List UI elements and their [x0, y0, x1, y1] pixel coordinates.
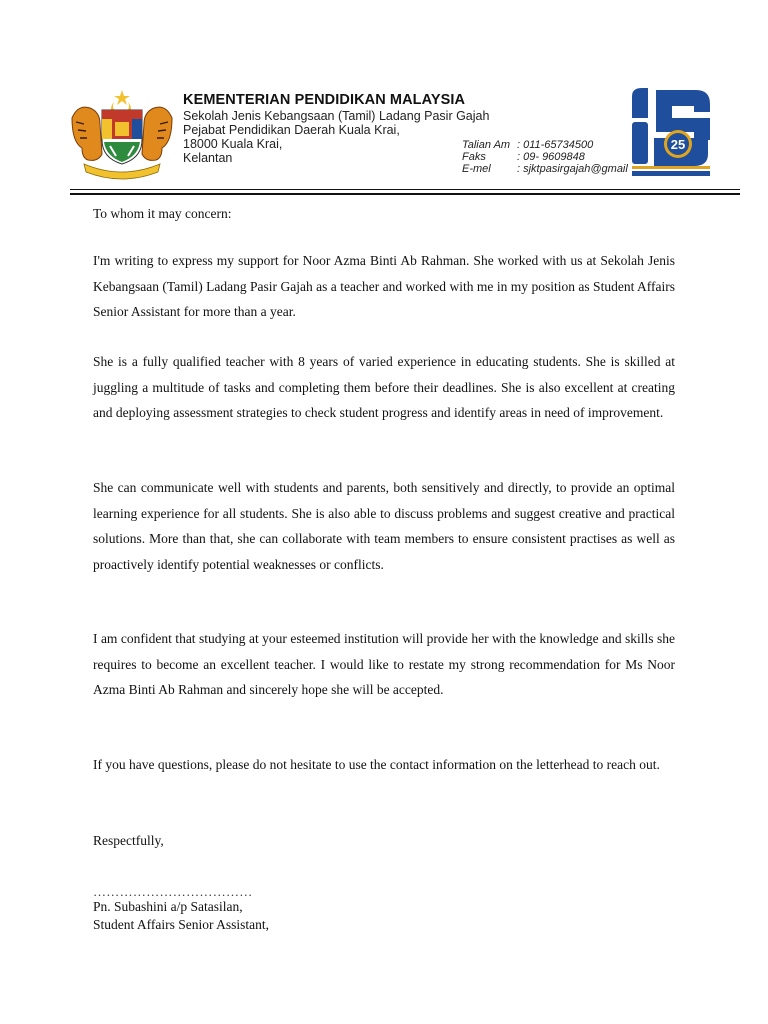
coat-of-arms-logo — [66, 88, 178, 180]
address-line-state: Kelantan — [183, 151, 233, 165]
contact-fax-value: : 09- 9609848 — [517, 151, 585, 163]
letter-paragraph-5: If you have questions, please do not hesitate to use the contact information on the letterhead to reach out. — [93, 757, 660, 772]
letter-greeting: To whom it may concern: — [93, 206, 232, 221]
letterhead-divider-thick — [70, 193, 740, 195]
contact-fax-label: Faks — [462, 151, 486, 163]
logo-number: 25 — [670, 137, 686, 152]
letter-closing: Respectfully, — [93, 833, 164, 848]
address-line-school: Sekolah Jenis Kebangsaan (Tamil) Ladang Pasir Gajah — [183, 109, 490, 123]
letter-paragraph-4: I am confident that studying at your esteemed institution will provide her with the knowledge and skills she requires to become an excellent teacher. I would like to restate my strong recommendation for Ms Noor Azma Binti Ab Rahman and sincerely hope she will be accepted. — [93, 631, 675, 697]
letterhead-divider-thin — [70, 189, 740, 190]
contact-email-value: : sjktpasirgajah@gmail — [517, 163, 628, 175]
address-line-postcode: 18000 Kuala Krai, — [183, 137, 283, 151]
signer-title: Student Affairs Senior Assistant, — [93, 917, 270, 932]
ministry-name: KEMENTERIAN PENDIDIKAN MALAYSIA — [183, 92, 466, 108]
anniversary-25-logo — [628, 86, 714, 178]
letter-paragraph-3: She can communicate well with students and parents, both sensitively and directly, to provide an optimal learning experience for all students. She is also able to discuss problems and suggest creative and practical solutions. More than that, she can collaborate with team members to ensure consistent practises as well as proactively identify potential weaknesses or conflicts. — [93, 480, 675, 572]
signature-line: ……………………………… — [93, 884, 253, 899]
letter-paragraph-2: She is a fully qualified teacher with 8 years of varied experience in educating students. She is skilled at juggling a multitude of tasks and completing them before their deadlines. She is also excellent at creating and deploying assessment strategies to check student progress and identify areas in need of improvement. — [93, 354, 675, 420]
contact-phone-value: : 011-65734500 — [517, 139, 594, 151]
address-line-office: Pejabat Pendidikan Daerah Kuala Krai, — [183, 123, 400, 137]
contact-phone-label: Talian Am — [462, 139, 511, 151]
contact-email-label: E-mel — [462, 163, 491, 175]
signer-name: Pn. Subashini a/p Satasilan, — [93, 899, 243, 914]
letter-paragraph-1: I'm writing to express my support for Noor Azma Binti Ab Rahman. She worked with us at Sekolah Jenis Kebangsaan (Tamil) Ladang Pasir Gajah as a teacher and worked with me in my position as Student Affairs Senior Assistant for more than a year. — [93, 253, 675, 319]
